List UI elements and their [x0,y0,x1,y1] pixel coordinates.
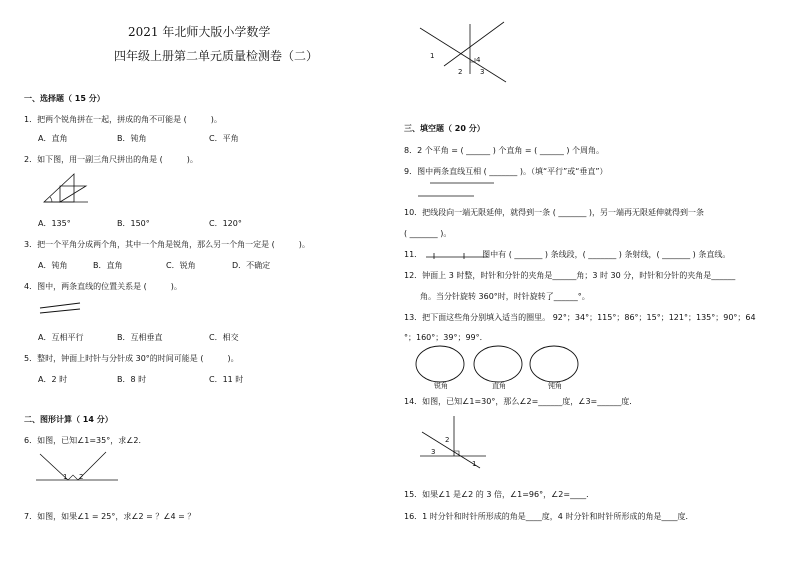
q7-angle-1-label: 1 [430,52,435,60]
question-7: 7．如图，如果∠1 = 25°，求∠2 = ？∠4 = ？ [24,512,196,521]
q6-angle-2-label: 2 [79,473,84,481]
question-10-line-1: 10．把线段向一端无限延伸，就得到一条 ( _______ )，另一端再无限延伸就得到一条 [404,208,705,217]
section-3-heading: 三、填空题（ 20 分） [404,124,485,133]
question-1: 1．把两个锐角拼在一起，拼成的角不可能是 ( )。 [24,115,222,124]
q13-right-label: 直角 [492,382,506,390]
q13-obtuse-label: 钝角 [548,382,562,390]
q2-option-a: A．135° [38,219,71,228]
q14-angle-figure [418,410,488,470]
q4-option-a: A．互相平行 [38,333,84,342]
q1-option-b: B．钝角 [117,134,147,143]
question-16: 16．1 时分针和时针所形成的角是____度，4 时分针和时针所形成的角是____度． [404,512,694,521]
title-line-1: 2021 年北师大版小学数学 [128,25,271,39]
q1-option-a: A．直角 [38,134,68,143]
question-3: 3．把一个平角分成两个角，其中一个角是锐角，那么另一个角一定是 ( )。 [24,240,310,249]
q14-angle-1-label: 1 [472,460,477,468]
q3-option-b: B．直角 [93,261,123,270]
section-1-heading: 一、选择题（ 15 分） [24,94,105,103]
q9-lines-figure [418,180,498,200]
q5-option-b: B．8 时 [117,375,147,384]
q7-angle-4-label: 4 [476,56,481,64]
q11-line-figure [424,250,490,260]
question-11: 11． 图中有 ( _______ ) 条线段，( _______ ) 条射线，( _______ ) 条直线。 [404,250,731,259]
q7-intersecting-lines-figure [418,20,508,84]
q2-option-b: B．150° [117,219,150,228]
q3-option-a: A．钝角 [38,261,68,270]
q5-option-a: A．2 时 [38,375,68,384]
question-12-line-2: 角。当分针旋转 360°时，时针旋转了______°。 [420,292,590,301]
question-2: 2．如下图，用一副三角尺拼出的角是 ( )。 [24,155,198,164]
question-13-line-2: °；160°；39°；99°． [404,333,488,342]
q4-option-c: C．相交 [209,333,239,342]
q7-angle-2-label: 2 [458,68,463,76]
q3-option-c: C．锐角 [166,261,196,270]
q1-option-c: C．平角 [209,134,239,143]
q2-triangle-rulers-figure [40,170,90,206]
q3-option-d: D．不确定 [232,261,271,270]
question-5: 5．整时，钟面上时针与分针成 30°的时间可能是 ( )。 [24,354,239,363]
question-13-line-1: 13．把下面这些角分别填入适当的圈里。 92°；34°；115°；86°；15°；121°；135°；90°；64 [404,313,756,322]
title-line-2: 四年级上册第二单元质量检测卷（二） [114,49,319,63]
q6-angle-1-label: 1 [63,473,68,481]
q13-classification-circles [414,344,592,390]
q7-angle-3-label: 3 [480,68,485,76]
section-2-heading: 二、图形计算（ 14 分） [24,415,113,424]
q4-option-b: B．互相垂直 [117,333,163,342]
question-10-line-2: ( _______ )。 [404,229,452,238]
question-6: 6．如图，已知∠1=35°，求∠2． [24,436,147,445]
q14-angle-3-label: 3 [431,448,436,456]
question-8: 8．2 个平角 = ( ______ ) 个直角 = ( ______ ) 个周角。 [404,146,605,155]
question-14: 14．如图，已知∠1=30°，那么∠2=______度，∠3=______度． [404,397,638,406]
question-12-line-1: 12．钟面上 3 时整，时针和分针的夹角是______角；3 时 30 分，时针和分针的夹角是______ [404,271,736,280]
q5-option-c: C．11 时 [209,375,244,384]
question-4: 4．图中，两条直线的位置关系是 ( )。 [24,282,182,291]
q13-acute-label: 锐角 [434,382,448,390]
q14-angle-2-label: 2 [445,436,450,444]
question-15: 15．如果∠1 是∠2 的 3 倍，∠1=96°，∠2=____． [404,490,595,499]
question-9: 9．图中两条直线互相 ( _______ )。（填“平行”或“垂直”） [404,167,608,176]
q6-angle-figure [36,450,120,486]
q4-two-lines-figure [38,300,82,316]
q2-option-c: C．120° [209,219,242,228]
